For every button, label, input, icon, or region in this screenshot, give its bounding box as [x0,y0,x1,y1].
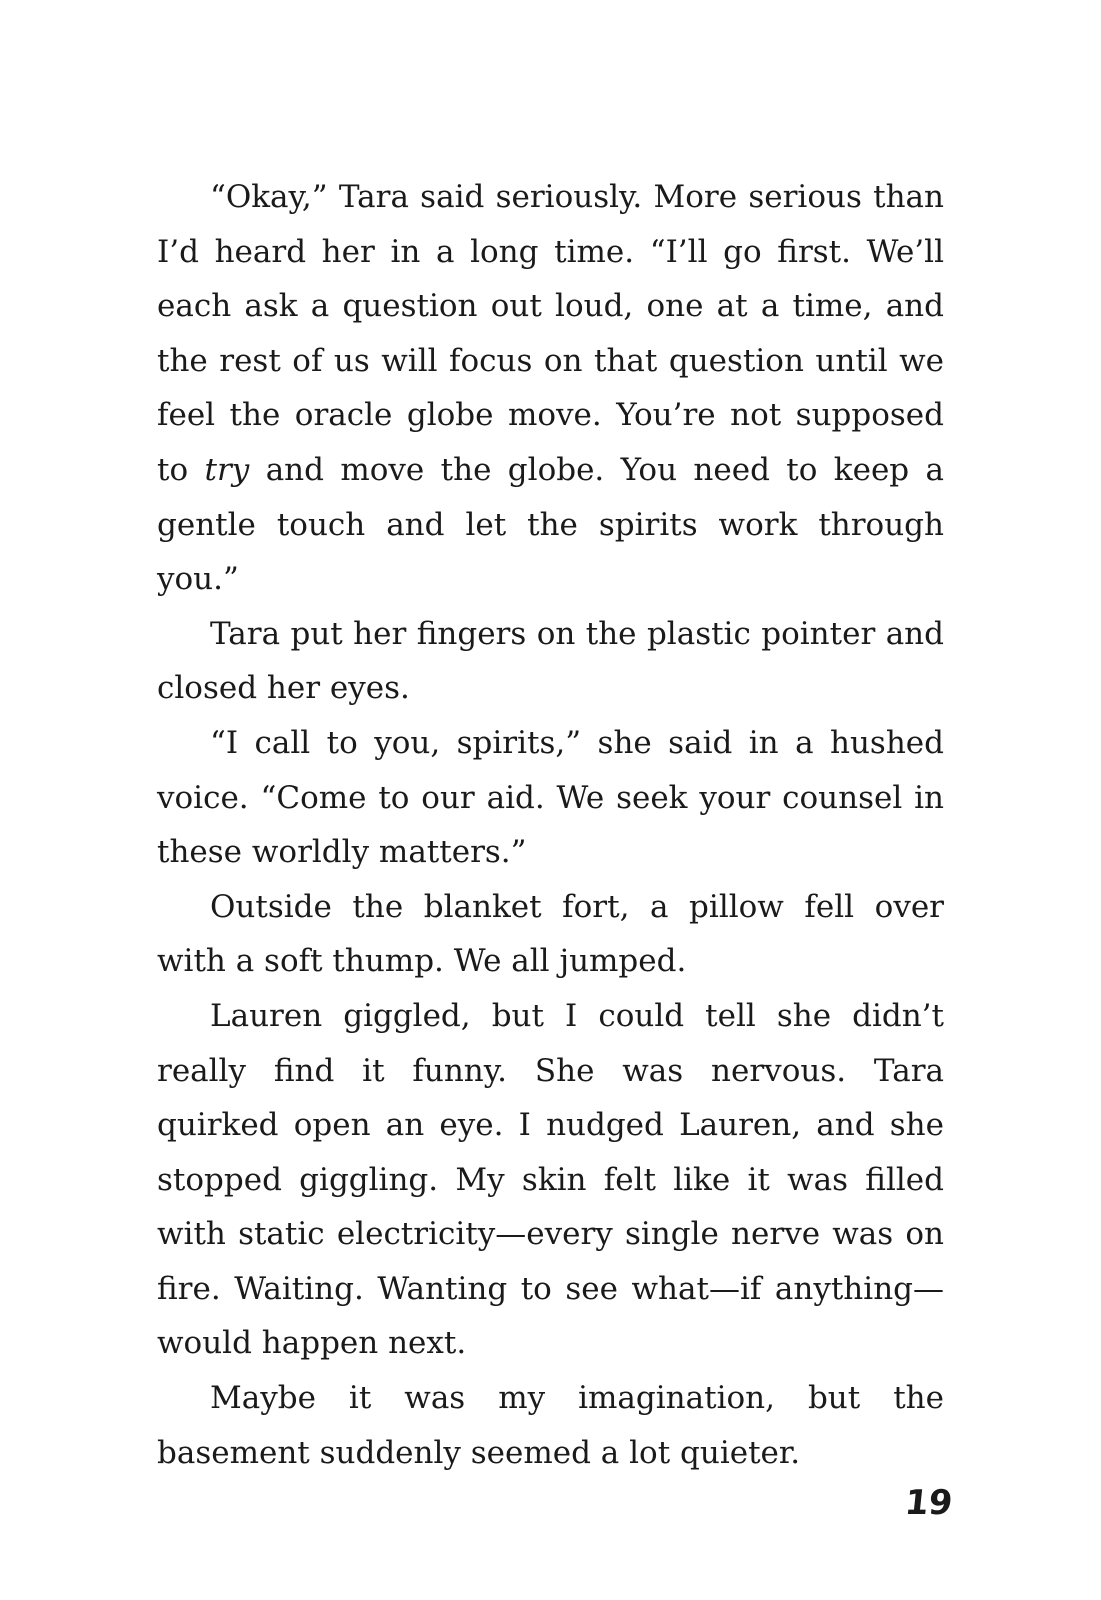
page-number: 19 [902,1483,955,1523]
paragraph-6: Maybe it was my imagination, but the basement suddenly seemed a lot quieter. [157,1380,944,1471]
paragraph-3: “I call to you, spirits,” she said in a hushed voice. “Come to our aid. We seek your counsel in these worldly matters.” [157,724,944,871]
paragraph-1-text-start: “Okay,” Tara said seriously. More serious than I’d heard her in a long time. “I’ll go first. We’ll each ask a question out loud, one at a time, and the rest of us will focus on that question until we feel the oracle globe move. You’re not supposed to [157,179,944,488]
emphasis-word: try [204,451,250,488]
paragraph-5: Lauren giggled, but I could tell she didn’t really find it funny. She was nervous. Tara quirked open an eye. I nudged Lauren, and she stopped giggling. My skin felt like it was filled with static electricity—every single nerve was on fire. Waiting. Wanting to see what—if anything—would happen next. [157,997,944,1362]
paragraph-1 [157,170,944,607]
body-text [157,170,944,1480]
paragraph-1-text-end: and move the globe. You need to keep a gentle touch and let the spirits work through you.” [157,451,944,598]
paragraph-2: Tara put her fingers on the plastic pointer and closed her eyes. [157,615,944,707]
paragraph-4: Outside the blanket fort, a pillow fell over with a soft thump. We all jumped. [157,888,944,980]
